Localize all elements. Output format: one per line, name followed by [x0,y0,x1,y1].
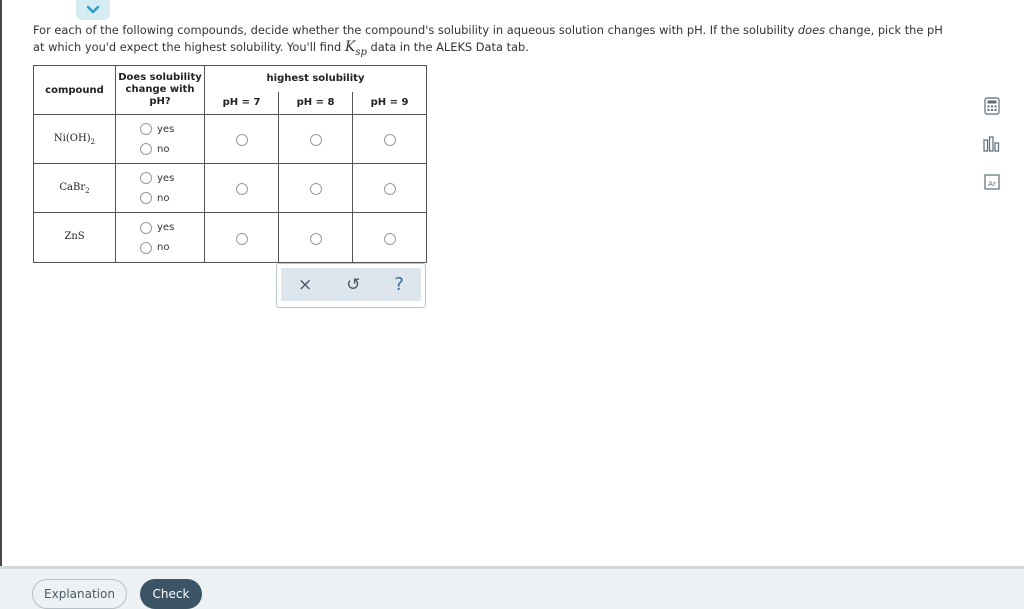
radio-ph-9[interactable] [384,134,396,146]
option-yes[interactable]: yes [140,222,204,234]
cell-ph-9 [353,115,427,164]
cell-ph-8 [279,164,353,213]
table-row [34,115,427,164]
collapse-button[interactable] [76,0,110,20]
cell-ph-8 [279,213,353,263]
change-options [116,213,205,263]
option-yes[interactable]: yes [140,123,204,135]
clear-button[interactable]: × [297,274,313,295]
footer-bar [0,566,1024,609]
periodic-table-icon[interactable] [982,172,1002,192]
radio-button[interactable] [140,222,152,234]
option-no[interactable]: no [140,192,204,204]
radio-button[interactable] [140,123,152,135]
explanation-button[interactable]: Explanation [32,579,127,609]
undo-button[interactable]: ↺ [346,274,361,295]
radio-ph-7[interactable] [236,233,248,245]
ksp-symbol: $K_{sp}$ [344,39,367,58]
compound-formula: $Ni(OH)_2$ [34,115,116,164]
compound-formula: ZnS [34,213,116,263]
radio-button[interactable] [140,192,152,204]
header-ph-7: pH = 7 [205,92,279,115]
svg-text:Ar: Ar [988,180,996,188]
radio-ph-8[interactable] [310,183,322,195]
side-toolbar [982,96,1002,210]
answer-toolbar [276,263,426,308]
calculator-icon[interactable] [982,96,1002,116]
radio-button[interactable] [140,143,152,155]
radio-ph-7[interactable] [236,183,248,195]
table-row [34,164,427,213]
change-options [116,115,205,164]
radio-ph-9[interactable] [384,233,396,245]
cell-ph-9 [353,213,427,263]
header-compound: compound [34,66,116,115]
header-highest-solubility: highest solubility [205,66,427,92]
cell-ph-7 [205,164,279,213]
cell-ph-9 [353,164,427,213]
option-no[interactable]: no [140,143,204,155]
option-no[interactable]: no [140,242,204,254]
cell-ph-7 [205,115,279,164]
radio-button[interactable] [140,172,152,184]
radio-ph-9[interactable] [384,183,396,195]
cell-ph-7 [205,213,279,263]
question-text: For each of the following compounds, decide whether the compound's solubility in aqueous solution changes with pH. If the solubility does change, pick the pH at which you'd expect the highest solubility. You'll find $K_{sp}$ data in the ALEKS Data tab. [33,23,943,58]
radio-ph-8[interactable] [310,233,322,245]
chevron-down-icon [86,5,100,15]
header-ph-9: pH = 9 [353,92,427,115]
header-ph-8: pH = 8 [279,92,353,115]
radio-ph-7[interactable] [236,134,248,146]
compound-formula: CaBr$_2$ [34,164,116,213]
table-row [34,213,427,263]
data-chart-icon[interactable] [982,134,1002,154]
option-yes[interactable]: yes [140,172,204,184]
cell-ph-8 [279,115,353,164]
change-options [116,164,205,213]
check-button[interactable]: Check [140,579,202,609]
solubility-table [33,65,427,263]
help-button[interactable]: ? [394,274,404,295]
left-border [0,0,2,609]
radio-button[interactable] [140,242,152,254]
header-solubility-change: Does solubility change with pH? [116,66,205,115]
radio-ph-8[interactable] [310,134,322,146]
